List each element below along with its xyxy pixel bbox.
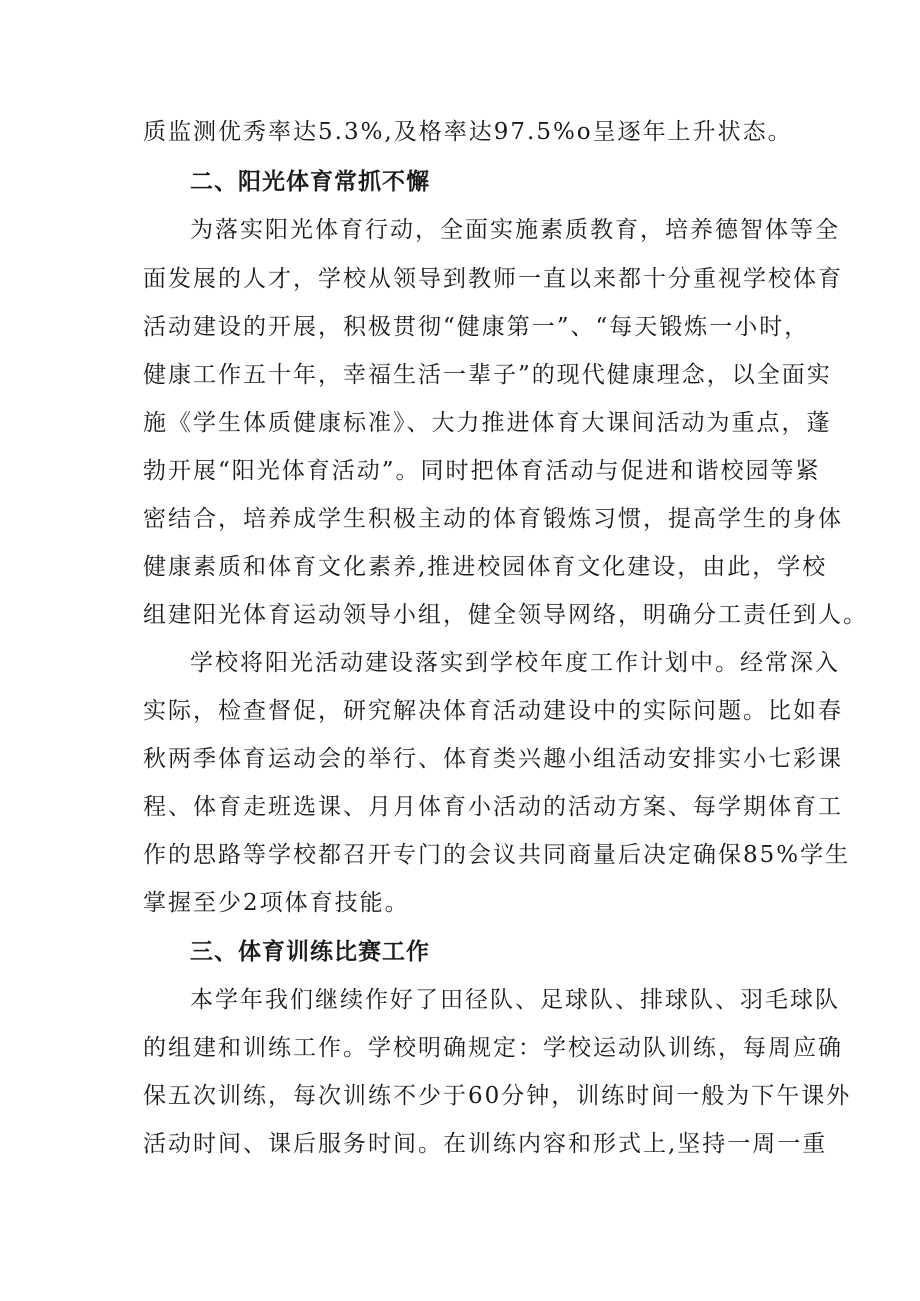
paragraph-line: 面发展的人才，学校从领导到教师一直以来都十分重视学校体育 bbox=[143, 266, 843, 292]
paragraph-line: 为落实阳光体育行动，全面实施素质教育，培养德智体等全 bbox=[190, 217, 840, 243]
paragraph-line: 程、体育走班选课、月月体育小活动的活动方案、每学期体育工 bbox=[143, 794, 843, 820]
paragraph-line: 的组建和训练工作。学校明确规定：学校运动队训练，每周应确 bbox=[143, 1035, 843, 1061]
section-heading-3: 三、体育训练比赛工作 bbox=[190, 939, 430, 965]
paragraph-line: 本学年我们继续作好了田径队、足球队、排球队、羽毛球队 bbox=[190, 987, 840, 1013]
paragraph-line: 活动时间、课后服务时间。在训练内容和形式上,坚持一周一重 bbox=[143, 1131, 828, 1157]
section-heading-2: 二、阳光体育常抓不懈 bbox=[190, 169, 430, 195]
paragraph-line: 保五次训练，每次训练不少于60分钟，训练时间一般为下午课外 bbox=[143, 1083, 852, 1109]
paragraph-line: 健康工作五十年，幸福生活一辈子”的现代健康理念，以全面实 bbox=[143, 362, 832, 388]
paragraph-line: 组建阳光体育运动领导小组，健全领导网络，明确分工责任到人。 bbox=[143, 602, 868, 628]
paragraph-line: 秋两季体育运动会的举行、体育类兴趣小组活动安排实小七彩课 bbox=[143, 746, 843, 772]
paragraph-continuation-line: 质监测优秀率达5.3%,及格率达97.5%o呈逐年上升状态。 bbox=[143, 119, 793, 145]
paragraph-line: 活动建设的开展，积极贯彻“健康第一”、“每天锻炼一小时， bbox=[143, 314, 810, 340]
paragraph-line: 掌握至少2项体育技能。 bbox=[143, 890, 410, 916]
paragraph-line: 作的思路等学校都召开专门的会议共同商量后决定确保85%学生 bbox=[143, 842, 851, 868]
paragraph-line: 健康素质和体育文化素养,推进校园体育文化建设，由此，学校 bbox=[143, 554, 828, 580]
paragraph-line: 学校将阳光活动建设落实到学校年度工作计划中。经常深入 bbox=[190, 650, 840, 676]
paragraph-line: 密结合，培养成学生积极主动的体育锻炼习惯，提高学生的身体 bbox=[143, 506, 843, 532]
paragraph-line: 实际，检查督促，研究解决体育活动建设中的实际问题。比如春 bbox=[143, 698, 843, 724]
paragraph-line: 施《学生体质健康标准》、大力推进体育大课间活动为重点，蓬 bbox=[143, 410, 832, 436]
paragraph-line: 勃开展“阳光体育活动”。同时把体育活动与促进和谐校园等紧 bbox=[143, 458, 821, 484]
